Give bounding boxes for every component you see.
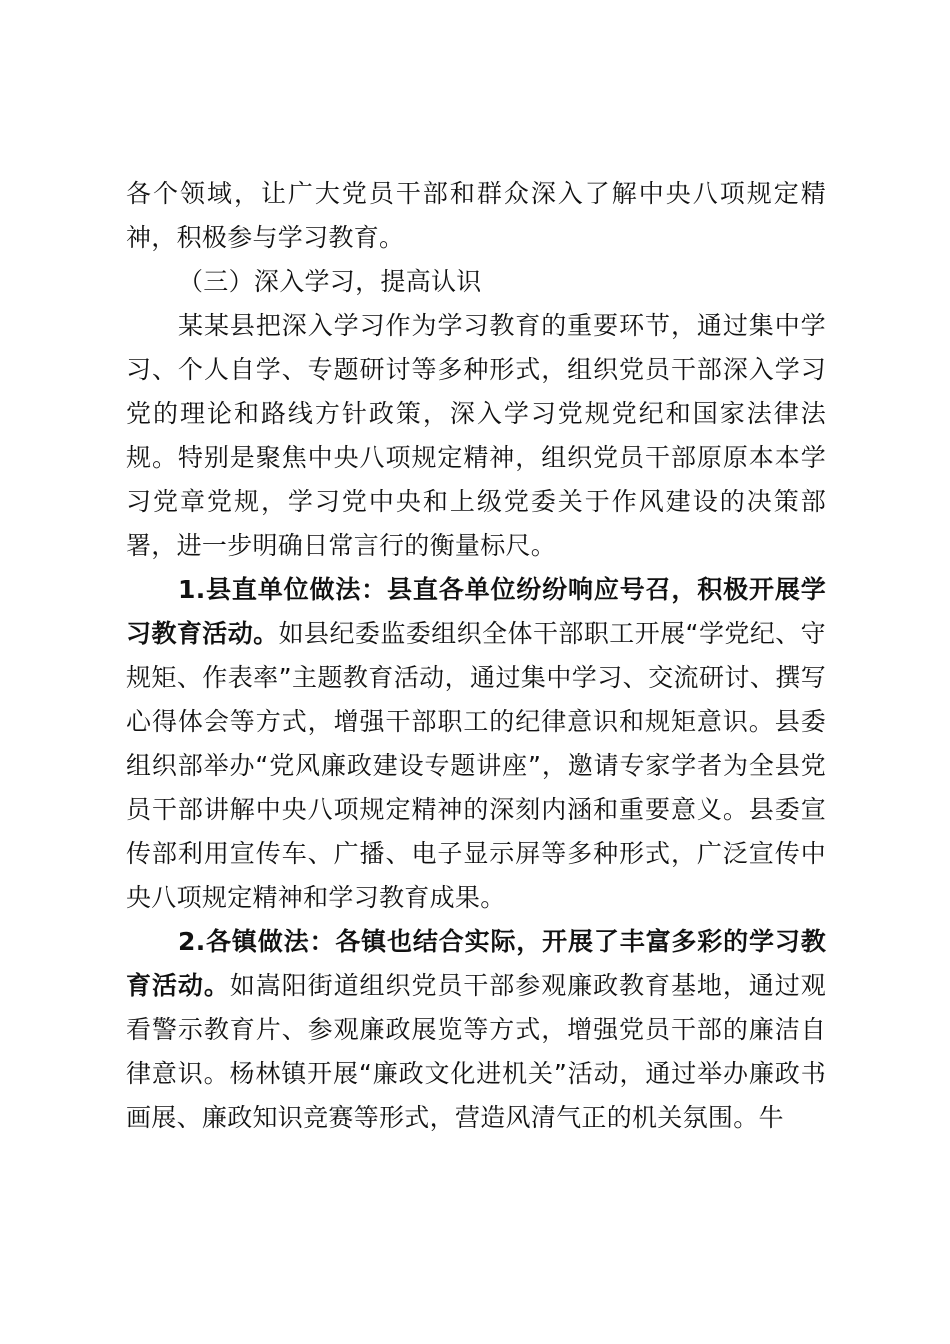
section-heading (126, 260, 826, 304)
paragraph-text: 如嵩阳街道组织党员干部参观廉政教育基地，通过观看警示教育片、参观廉政展览等方式，增强党员干部的廉洁自律意识。杨林镇开展“廉政文化进机关”活动，通过举办廉政书画展、廉政知识竞赛等形式，营造风清气正的机关氛围。牛 (126, 971, 827, 1132)
paragraph-bold-lead: 1.县直单位做法：县直各单位纷纷响应号召，积极开展学习教育活动。 (126, 575, 826, 648)
paragraph-body (126, 304, 826, 568)
paragraph-county-units (126, 568, 826, 920)
paragraph-text: 各个领域，让广大党员干部和群众深入了解中央八项规定精神，积极参与学习教育。 (126, 179, 826, 252)
document-body (126, 172, 826, 1140)
section-heading-text: （三）深入学习，提高认识 (178, 267, 482, 296)
paragraph-towns (126, 920, 826, 1140)
paragraph-text: 某某县把深入学习作为学习教育的重要环节，通过集中学习、个人自学、专题研讨等多种形式，组织党员干部深入学习党的理论和路线方针政策，深入学习党规党纪和国家法律法规。特别是聚焦中央八项规定精神，组织党员干部原原本本学习党章党规，学习党中央和上级党委关于作风建设的决策部署，进一步明确日常言行的衡量标尺。 (126, 311, 826, 560)
paragraph-text: 如县纪委监委组织全体干部职工开展“学党纪、守规矩、作表率”主题教育活动，通过集中学习、交流研讨、撰写心得体会等方式，增强干部职工的纪律意识和规矩意识。县委组织部举办“党风廉政建设专题讲座”，邀请专家学者为全县党员干部讲解中央八项规定精神的深刻内涵和重要意义。县委宣传部利用宣传车、广播、电子显示屏等多种形式，广泛宣传中央八项规定精神和学习教育成果。 (126, 619, 826, 912)
paragraph-continuation (126, 172, 826, 260)
paragraph-bold-lead: 2.各镇做法：各镇也结合实际，开展了丰富多彩的学习教育活动。 (126, 927, 826, 1000)
